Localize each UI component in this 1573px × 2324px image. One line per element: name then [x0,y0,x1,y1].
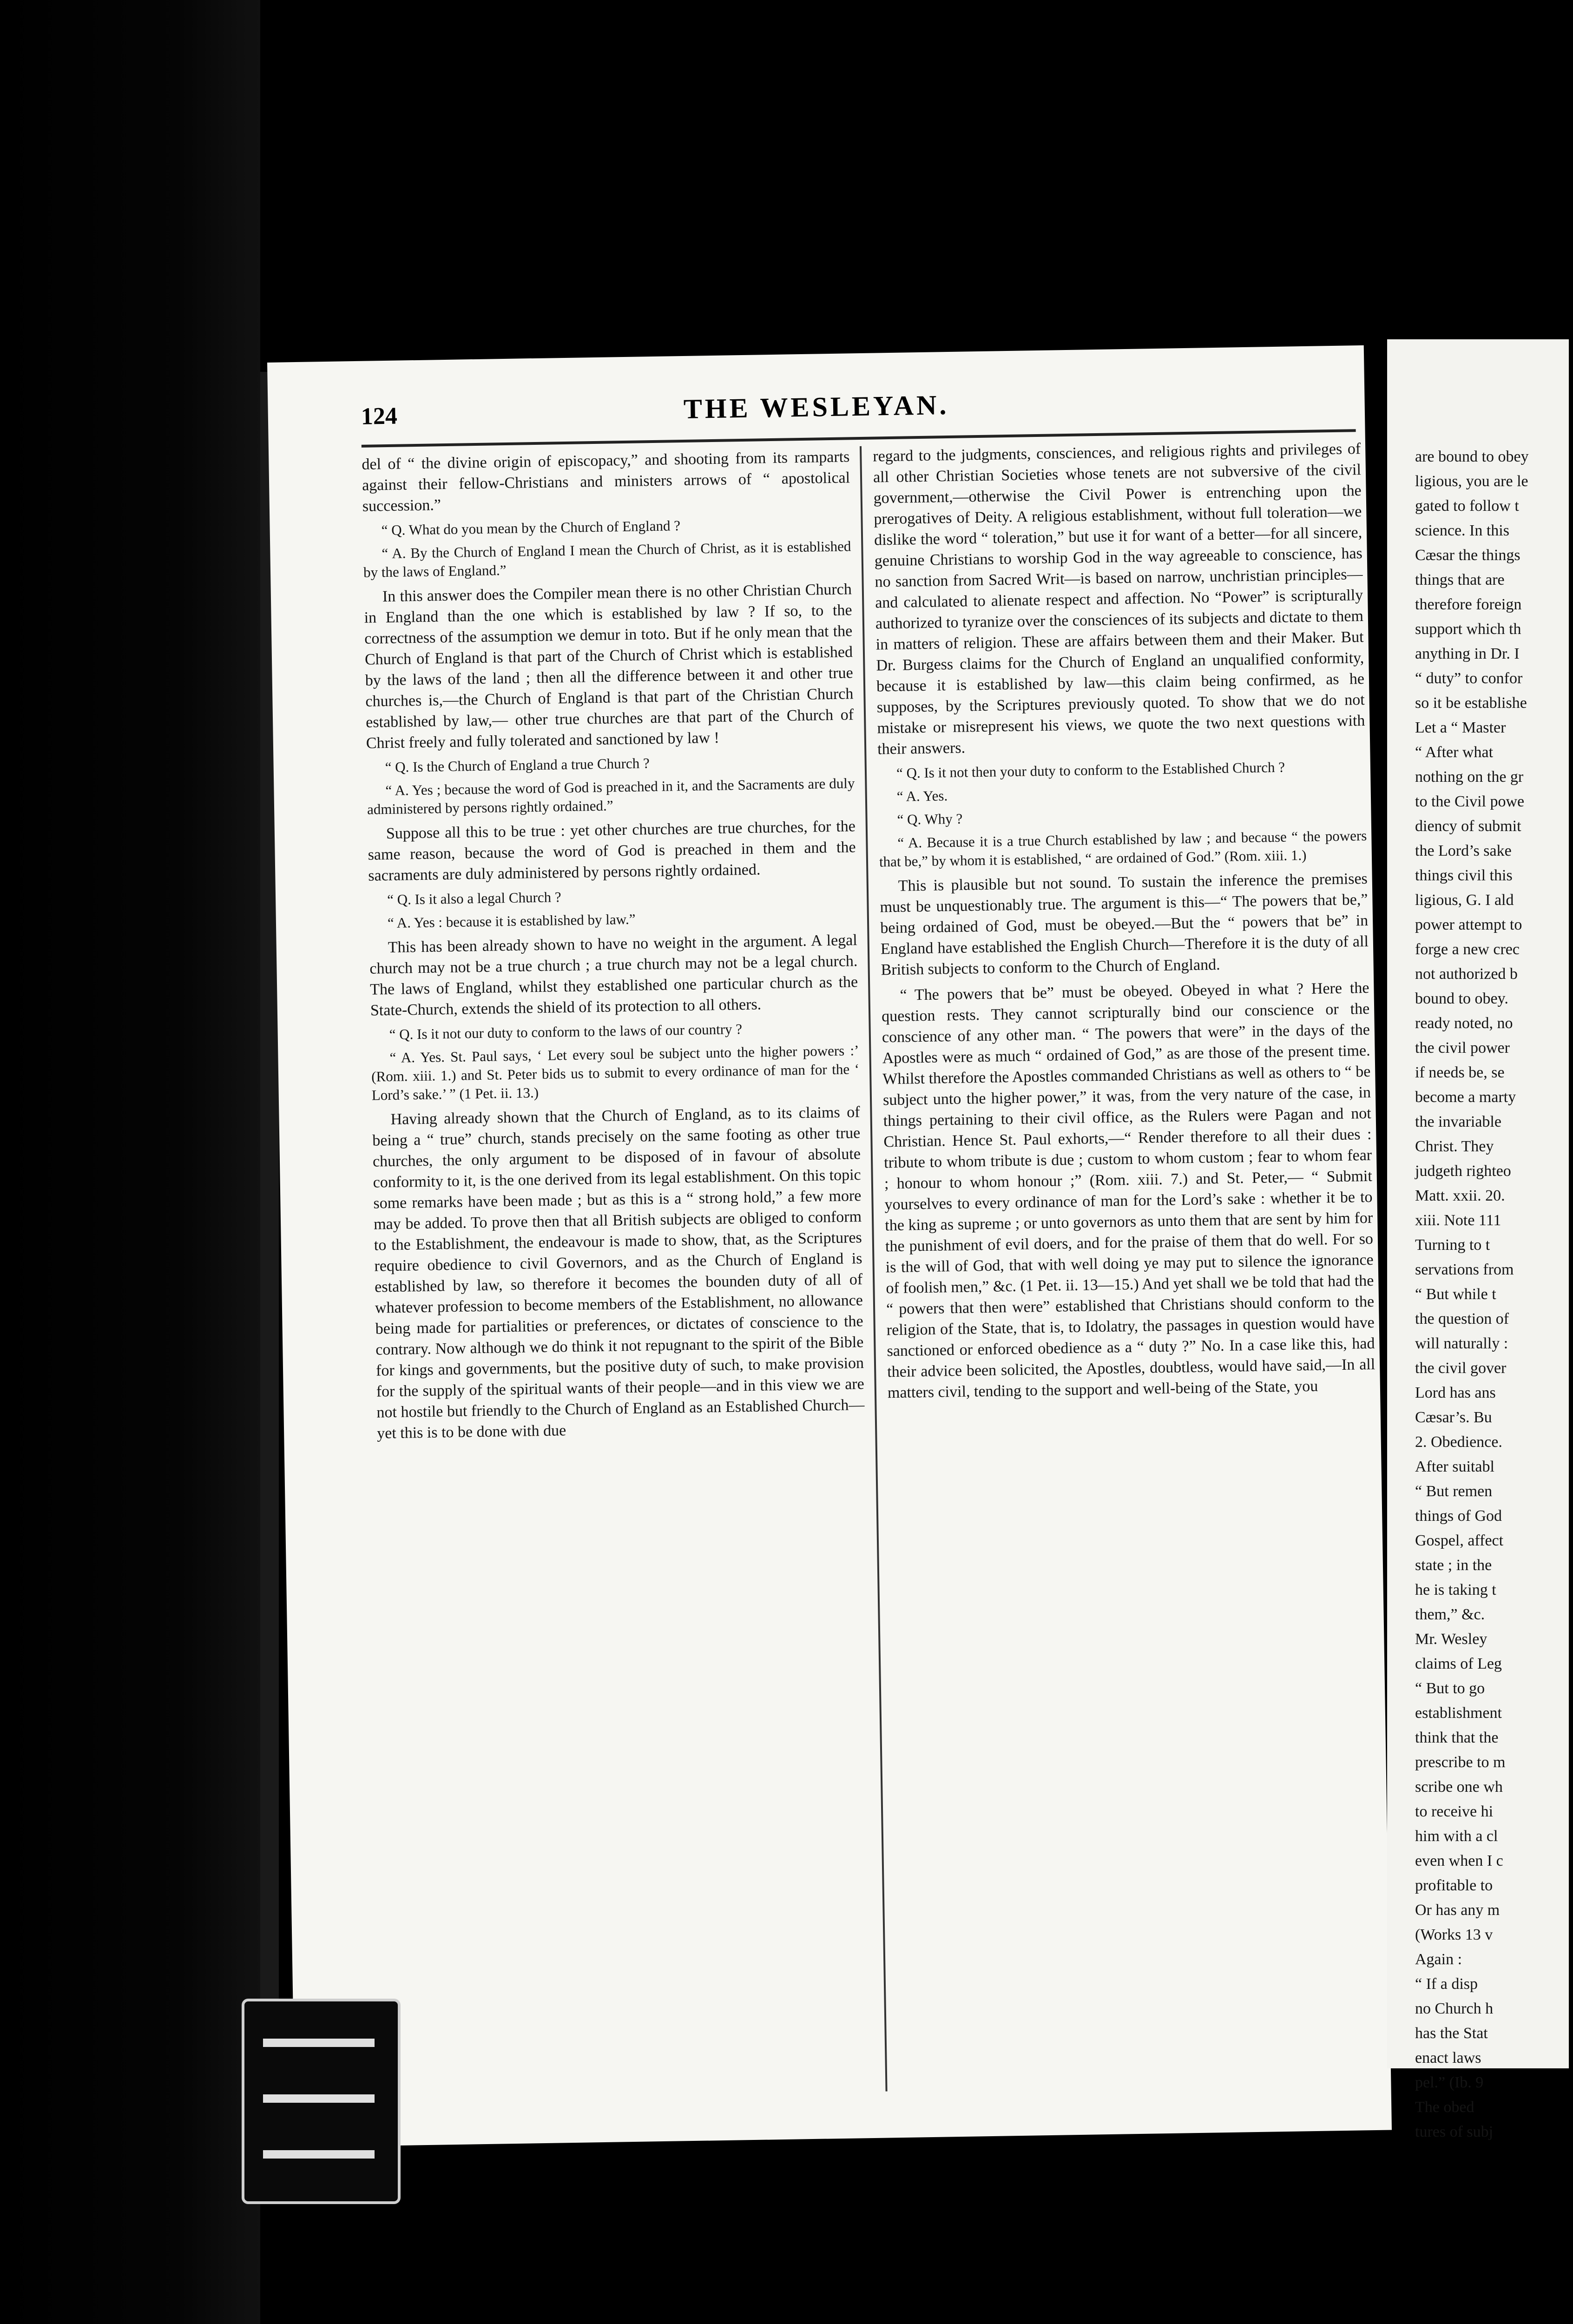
text-line: establishment [1415,1704,1502,1722]
paragraph: “ Q. Why ? [897,810,963,828]
text-line: gated to follow t [1415,497,1519,515]
text-line: “ duty” to confor [1415,670,1523,687]
text-line: nothing on the gr [1415,768,1524,786]
text-line: the question of [1415,1310,1509,1327]
paragraph: “ A. Because it is a true Church established by law ; and because “ the powers that be,” by whom it is established, “ are ordained of God.” (Rom. xiii. 1.) [879,827,1367,870]
text-line: xiii. Note 111 [1415,1212,1501,1229]
text-line: “ After what [1415,744,1494,761]
text-line: Cæsar’s. Bu [1415,1409,1492,1426]
text-line: Let a “ Master [1415,719,1506,736]
paragraph: This has been already shown to have no weight in the argument. A legal church may not be a true church ; a true church may not be a legal church. The laws of England, whilst they established one particular church as the State-Church, extends the shield of its protection to all others. [369,931,858,1019]
page-number: 124 [361,403,398,430]
clamp-bar [263,2039,375,2047]
text-line: Mr. Wesley [1415,1631,1487,1648]
text-line: Again : [1415,1951,1462,1968]
paragraph: “ A. Yes : because it is established by law.” [387,911,636,931]
paragraph: “ A. Yes. [896,787,948,805]
text-line: Or has any m [1415,1901,1500,1919]
text-line: has the Stat [1415,2025,1488,2042]
text-line: he is taking t [1415,1581,1496,1598]
text-line: things of God [1415,1507,1502,1525]
right-column [873,438,1376,1408]
text-line: Turning to t [1415,1236,1490,1254]
text-line: diency of submit [1415,818,1521,835]
text-line: (Works 13 v [1415,1926,1493,1943]
paragraph: “ The powers that be” must be obeyed. Obeyed in what ? Here the question rests. They cannot scripturally bind our conscience or the conscience of any other man. “ The powers that were” in the days of the Apostles were as much “ ordained of God,” as are those of the present time. Whilst therefore the Apostles commanded Christians as well as others to “ be subject unto the higher power,” it was, from the very nature of the case, in things pertaining to their civil office, as the Rulers were Pagan and not Christian. Hence St. Paul exhorts,—“ Render therefore to all their dues : tribute to whom tribute is due ; custom to whom custom ; fear to whom fear ; honour to whom honour ;” (Rom. xiii. 7.) and St. Peter,— “ Submit yourselves to every ordinance of man for the Lord’s sake : whether it be to the king as supreme ; or unto governors as unto them that are sent by him for the punishment of evil doers, and for the praise of them that do well. For so is the will of God, that with well doing ye may put to silence the ignorance of foolish men,” &c. (1 Pet. ii. 13—15.) And yet shall we be told that had the “ powers that then were” established that Christians should conform to the religion of the State, that is, to Idolatry, the passages in question would have sanctioned or enforced obedience as a “ duty ?” No. In a case like this, had their advice been solicited, the Apostles, doubtless, would have said,—In all matters civil, tending to the support and well-being of the State, you [881,979,1376,1402]
text-line: Matt. xxii. 20. [1415,1187,1505,1204]
text-line: become a marty [1415,1089,1516,1106]
paragraph: “ Q. Is it not then your duty to conform to the Established Church ? [896,759,1285,781]
text-line: power attempt to [1415,916,1522,933]
text-line: After suitabl [1415,1458,1494,1475]
text-line: forge a new crec [1415,941,1520,958]
text-line: therefore foreign [1415,596,1522,613]
left-column [362,446,865,1448]
text-line: so it be establishe [1415,694,1527,712]
clamp-bar [263,2094,375,2103]
text-line: things civil this [1415,867,1513,884]
running-title: THE WESLEYAN. [683,389,949,424]
text-line: 2. Obedience. [1415,1433,1502,1451]
text-line: “ But while t [1415,1286,1496,1303]
text-line: servations from [1415,1261,1514,1278]
text-line: are bound to obey [1415,448,1529,465]
text-line: to the Civil powe [1415,793,1525,810]
text-line: pel.” (Ib. 9 [1415,2074,1484,2091]
paragraph: “ Q. Is the Church of England a true Church ? [385,755,650,776]
book-page [267,345,1392,2147]
text-line: “ If a disp [1415,1975,1478,1993]
paragraph: regard to the judgments, consciences, and religious rights and privileges of all other Christian Societies whose tenets are not subversive of the civil government,—otherwise the Civil Power is entrenching upon the prerogatives of Deity. A religious establishment, without full toleration—we dislike the word “ toleration,” but use it for want of a better—for all sincere, genuine Christians to worship God in the way agreeable to conscience, has no sanction from Sacred Writ—is based on narrow, unchristian principles— and calculated to alienate respect and affection. No “Power” is scripturally authorized to tyranize over the consciences of its subjects and dictate to them in matters of religion. These are affairs between them and their Maker. But Dr. Burgess claims for the Church of England an unqualified conformity, because it is established by law—this claim being confirmed, as he supposes, by the Scriptures previously quoted. To show that we do not mistake or misrepresent his views, we quote the two next questions with their answers. [873,440,1365,758]
text-line: “ But remen [1415,1483,1493,1500]
paragraph: Having already shown that the Church of England, as to its claims of being a “ true” church, stands precisely on the same footing as other true churches, the only argument to be disposed of in favour of absolute conformity to it, is the one derived from its legal establishment. On this topic some remarks have been made ; but as this is a “ strong hold,” a few more may be added. To prove then that all British subjects are obliged to conform to the Establishment, the endeavour is made to show, that, as the Scriptures require obedience to civil Governors, and as the Church of England is established by law, so therefore it becomes the bounden duty of all of whatever profession to become members of the Establishment, no allowance being made for partialities or preferences, or dictates of conscience to the contrary. Now although we do think it not repugnant to the spirit of the Bible for kings and governments, but the positive duty of such, to make provision for the supply of the spiritual wants of their people—and in this view we are not hostile but friendly to the Church of England as an Established Church—yet this is to be done with due [372,1103,865,1442]
text-line: claims of Leg [1415,1655,1502,1672]
adjacent-page-fragment [1387,339,1569,2140]
text-line: ready noted, no [1415,1015,1513,1032]
text-line: Cæsar the things [1415,547,1520,564]
text-line: prescribe to m [1415,1754,1506,1771]
book-clamp [242,1999,401,2204]
text-line: to receive hi [1415,1803,1494,1820]
text-line: tures of subj [1415,2123,1494,2140]
text-line: anything in Dr. I [1415,645,1520,662]
paragraph: “ Q. Is it also a legal Church ? [387,889,561,908]
text-line: no Church h [1415,2000,1494,2017]
text-line: support which th [1415,621,1521,638]
text-line: things that are [1415,571,1505,588]
text-line: enact laws [1415,2049,1481,2067]
paragraph: “ Q. What do you mean by the Church of England ? [381,517,681,539]
text-line: him with a cl [1415,1828,1498,1845]
paragraph: “ Q. Is it not our duty to conform to the laws of our country ? [389,1021,743,1043]
paragraph: del of “ the divine origin of episcopacy,” and shooting from its ramparts against their fellow-Christians and ministers arrows of “ apostolical succession.” [362,448,850,515]
text-line: judgeth righteo [1415,1162,1511,1180]
text-line: bound to obey. [1415,990,1508,1007]
text-line: even when I c [1415,1852,1503,1869]
text-line: the invariable [1415,1113,1501,1130]
text-line: Christ. They [1415,1138,1494,1155]
text-line: state ; in the [1415,1557,1492,1574]
text-line: think that the [1415,1729,1499,1746]
text-line: the Lord’s sake [1415,842,1512,859]
text-line: will naturally : [1415,1335,1508,1352]
paragraph: In this answer does the Compiler mean there is no other Christian Church in England than the one which is established by law ? If so, to the correctness of the assumption we demur in toto. But if he only mean that the Church of England is that part of the Church of Christ which is established by the laws of the land ; then all the difference between it and other true churches is,—the Church of England is that part of the Christian Church established by law,— other true churches are that part of the Church of Christ freely and fully tolerated and sanctioned by law ! [364,581,854,752]
text-line: if needs be, se [1415,1064,1505,1081]
text-line: the civil power [1415,1039,1510,1056]
clamp-bar [263,2150,375,2159]
paragraph: Suppose all this to be true : yet other churches are true churches, for the same reason, because the word of God is preached in them and the sacraments are duly administered by persons rightly ordained. [368,818,856,885]
text-line: science. In this [1415,522,1509,539]
text-line: Lord has ans [1415,1384,1496,1401]
adjacent-page-text [1415,446,1573,2146]
text-line: profitable to [1415,1877,1493,1894]
text-line: ligious, G. I ald [1415,891,1514,909]
text-line: Gospel, affect [1415,1532,1504,1549]
paragraph: “ A. Yes. St. Paul says, ‘ Let every soul be subject unto the higher powers :’ (Rom. xiii. 1.) and St. Peter bids us to submit to every ordinance of man for the ‘ Lord’s sake.’ ” (1 Pet. ii. 13.) [371,1042,860,1103]
text-line: not authorized b [1415,965,1518,983]
paragraph: “ A. By the Church of England I mean the Church of Christ, as it is established by the laws of England.” [363,538,851,581]
text-line: ligious, you are le [1415,473,1528,490]
text-line: The obed [1415,2099,1474,2116]
paragraph: “ A. Yes ; because the word of God is preached in it, and the Sacraments are duly administered by persons rightly ordained.” [367,775,855,818]
text-line: scribe one wh [1415,1778,1503,1796]
text-line: “ But to go [1415,1680,1485,1697]
paragraph: This is plausible but not sound. To sustain the inference the premises must be unquestionably true. The argument is this—“ The powers that be,” being ordained of God, must be obeyed.—But the “ powers that be” in England have established the English Church—Therefore it is the duty of all British subjects to conform to the Church of England. [880,870,1369,979]
text-line: the civil gover [1415,1360,1507,1377]
scanner-background-left [0,0,260,2324]
text-line: them,” &c. [1415,1606,1485,1623]
